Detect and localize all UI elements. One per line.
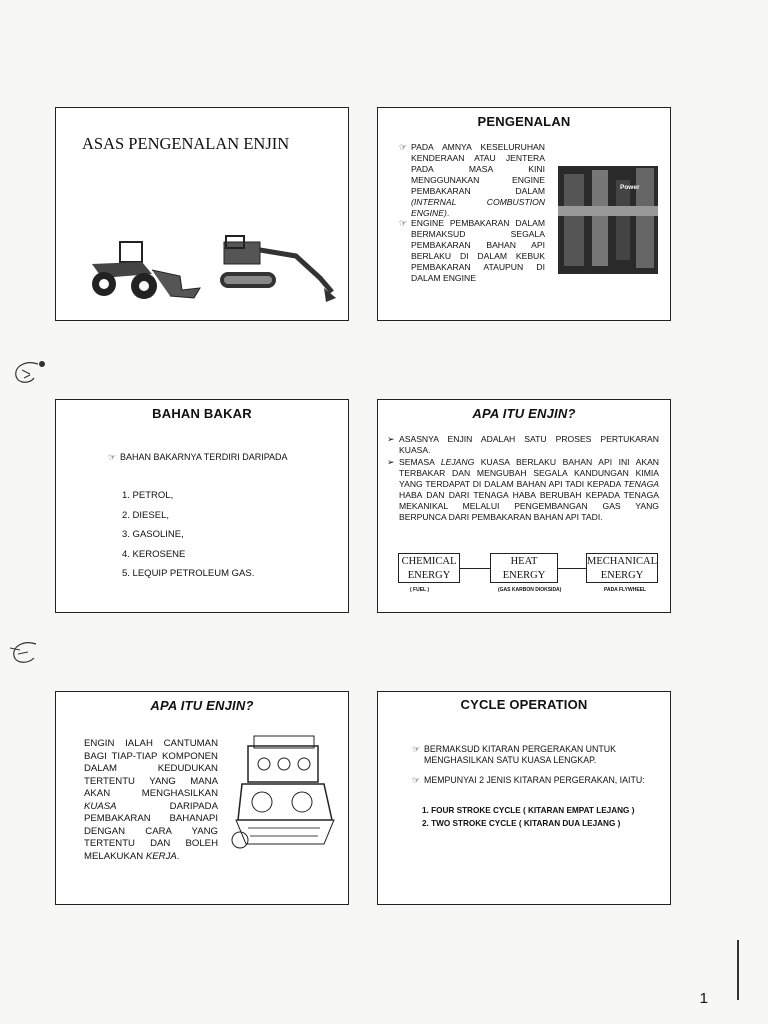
excavator-image [216,232,340,306]
pointing-hand-icon: ☞ [399,142,408,152]
connector-line [460,568,490,569]
slide-4-bullet-1: ➢ ASASNYA ENJIN ADALAH SATU PROSES PERTUKARAN KUASA. [387,434,659,455]
slide-5-title: APA ITU ENJIN? [150,698,254,713]
slide-3-intro: ☞ BAHAN BAKARNYA TERDIRI DARIPADA [108,452,288,462]
slide-4-title: APA ITU ENJIN? [472,406,576,421]
slide-1-title: ASAS PENGENALAN ENJIN [82,134,290,153]
arrow-bullet-icon: ➢ [387,434,395,444]
binding-edge-line [737,940,739,1000]
pointing-hand-icon: ☞ [399,218,408,228]
slide-6-bullet-2: ☞ MEMPUNYAI 2 JENIS KITARAN PERGERAKAN, IAITU: [412,775,645,785]
slide-2-bullet-2: ☞ ENGINE PEMBAKARAN DALAM BERMAKSUD SEGALA PEMBAKARAN BAHAN API BERLAKU DI DALAM KEBUK PEMBAKARAN ATAUPUN DI DALAM ENGINE [399,218,545,283]
mechanical-energy-box: MECHANICAL ENERGY [586,553,658,583]
hole-punch-mark-bottom [6,636,48,666]
list-item: 1. PETROL, [122,490,174,501]
slide-bahan-bakar [55,399,349,613]
slide-2-bullet-1: ☞ PADA AMNYA KESELURUHAN KENDERAAN ATAU JENTERA PADA MASA KINI MENGGUNAKAN ENGINE PEMBAKARAN DALAM (INTERNAL COMBUSTION ENGINE). [399,142,545,218]
arrow-bullet-icon: ➢ [387,457,395,467]
chemical-energy-box: CHEMICAL ENERGY [398,553,460,583]
engine-photo [558,166,658,274]
slide-pengenalan [377,107,671,321]
fuel-list [122,486,254,584]
pointing-hand-icon: ☞ [108,452,117,462]
list-item: 3. GASOLINE, [122,529,184,540]
power-label: Power [620,184,640,191]
wheel-loader-image [82,234,204,304]
pointing-hand-icon: ☞ [412,744,421,754]
slide-apa-itu-enjin-2 [55,691,349,905]
pointing-hand-icon: ☞ [412,775,421,785]
hole-punch-mark-top [8,358,50,388]
slide-2-title: PENGENALAN [477,114,571,129]
connector-line [558,568,586,569]
engine-diagram-image [228,728,342,854]
list-item: 5. LEQUIP PETROLEUM GAS. [122,568,255,579]
list-item: 4. KEROSENE [122,548,186,560]
chemical-energy-caption: ( FUEL ) [410,587,430,593]
list-item: 2. TWO STROKE CYCLE ( KITARAN DUA LEJANG ) [422,819,621,828]
slide-3-title: BAHAN BAKAR [152,406,252,421]
slide-title [55,107,349,321]
slide-4-bullet-2: ➢ SEMASA LEJANG KUASA BERLAKU BAHAN API INI AKAN TERBAKAR DAN MENGUBAH SEGALA KANDUNGAN KIMIA YANG TERDAPAT DI DALAM BAHAN API TADI KEPADA TENAGA HABA DAN DARI TENAGA HABA BERUBAH KEPADA TENAGA MEKANIKAL MELALUI PENGEMBANGAN GAS YANG BERPUNCA DARI PEMBAKARAN BAHAN API TADI. [387,457,660,522]
mechanical-energy-caption: PADA FLYWHEEL [604,587,647,593]
slide-6-title: CYCLE OPERATION [460,697,588,712]
slide-cycle-operation [377,691,671,905]
heat-energy-caption: (GAS KARBON DIOKSIDA) [498,587,562,593]
list-item: 2. DIESEL, [122,509,169,521]
slide-5-paragraph: ENGIN IALAH CANTUMAN BAGI TIAP-TIAP KOMPONEN DALAM KEDUDUKAN TERTENTU YANG MANA AKAN MENGHASILKAN KUASA DARIPADA PEMBAKARAN BAHANAPI DENGAN CARA YANG TERTENTU DAN BOLEH MELAKUKAN KERJA. [84,738,218,862]
page-number: 1 [699,990,708,1007]
heat-energy-box: HEAT ENERGY [490,553,558,583]
slide-apa-itu-enjin-1 [377,399,671,613]
slide-6-bullet-1: ☞ BERMAKSUD KITARAN PERGERAKAN UNTUK MENGHASILKAN SATU KUASA LENGKAP. [412,744,616,765]
list-item: 1. FOUR STROKE CYCLE ( KITARAN EMPAT LEJANG ) [422,806,635,815]
cycle-list [422,804,634,830]
